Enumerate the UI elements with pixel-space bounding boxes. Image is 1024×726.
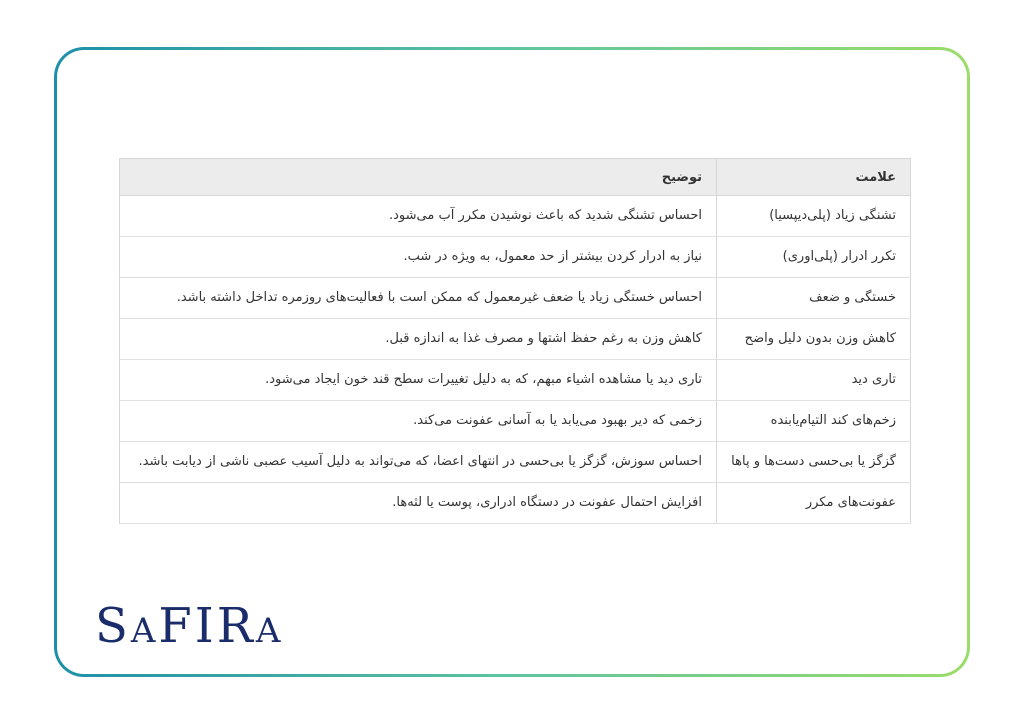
sign-cell: زخم‌های کند التیام‌یابنده <box>717 401 911 442</box>
description-cell: احساس تشنگی شدید که باعث نوشیدن مکرر آب می‌شود. <box>120 196 717 237</box>
safira-logo: SaFIRa <box>95 598 284 654</box>
table-row <box>120 237 911 278</box>
sign-cell: تاری دید <box>717 360 911 401</box>
table-row <box>120 442 911 483</box>
sign-cell: عفونت‌های مکرر <box>717 483 911 524</box>
table-row <box>120 196 911 237</box>
description-cell: احساس خستگی زیاد یا ضعف غیرمعمول که ممکن است با فعالیت‌های روزمره تداخل داشته باشد. <box>120 278 717 319</box>
description-cell: احساس سوزش، گزگز یا بی‌حسی در انتهای اعضا، که می‌تواند به دلیل آسیب عصبی ناشی از دیابت باشد. <box>120 442 717 483</box>
table-row <box>120 401 911 442</box>
sign-cell: خستگی و ضعف <box>717 278 911 319</box>
description-cell: زخمی که دیر بهبود می‌یابد یا به آسانی عفونت می‌کند. <box>120 401 717 442</box>
header-description: توضیح <box>120 159 717 196</box>
page-frame <box>54 47 970 677</box>
table-row <box>120 278 911 319</box>
sign-cell: تکرر ادرار (پلی‌اوری) <box>717 237 911 278</box>
table-row <box>120 360 911 401</box>
sign-cell: کاهش وزن بدون دلیل واضح <box>717 319 911 360</box>
header-sign: علامت <box>717 159 911 196</box>
description-cell: کاهش وزن به رغم حفظ اشتها و مصرف غذا به اندازه قبل. <box>120 319 717 360</box>
frame-inner <box>57 50 967 674</box>
table-header-row <box>120 159 911 196</box>
description-cell: نیاز به ادرار کردن بیشتر از حد معمول، به ویژه در شب. <box>120 237 717 278</box>
sign-cell: گزگز یا بی‌حسی دست‌ها و پاها <box>717 442 911 483</box>
description-cell: افزایش احتمال عفونت در دستگاه ادراری، پوست یا لثه‌ها. <box>120 483 717 524</box>
table-row <box>120 319 911 360</box>
description-cell: تاری دید یا مشاهده اشیاء مبهم، که به دلیل تغییرات سطح قند خون ایجاد می‌شود. <box>120 360 717 401</box>
table-row <box>120 483 911 524</box>
sign-cell: تشنگی زیاد (پلی‌دیپسیا) <box>717 196 911 237</box>
symptoms-table <box>119 158 911 524</box>
